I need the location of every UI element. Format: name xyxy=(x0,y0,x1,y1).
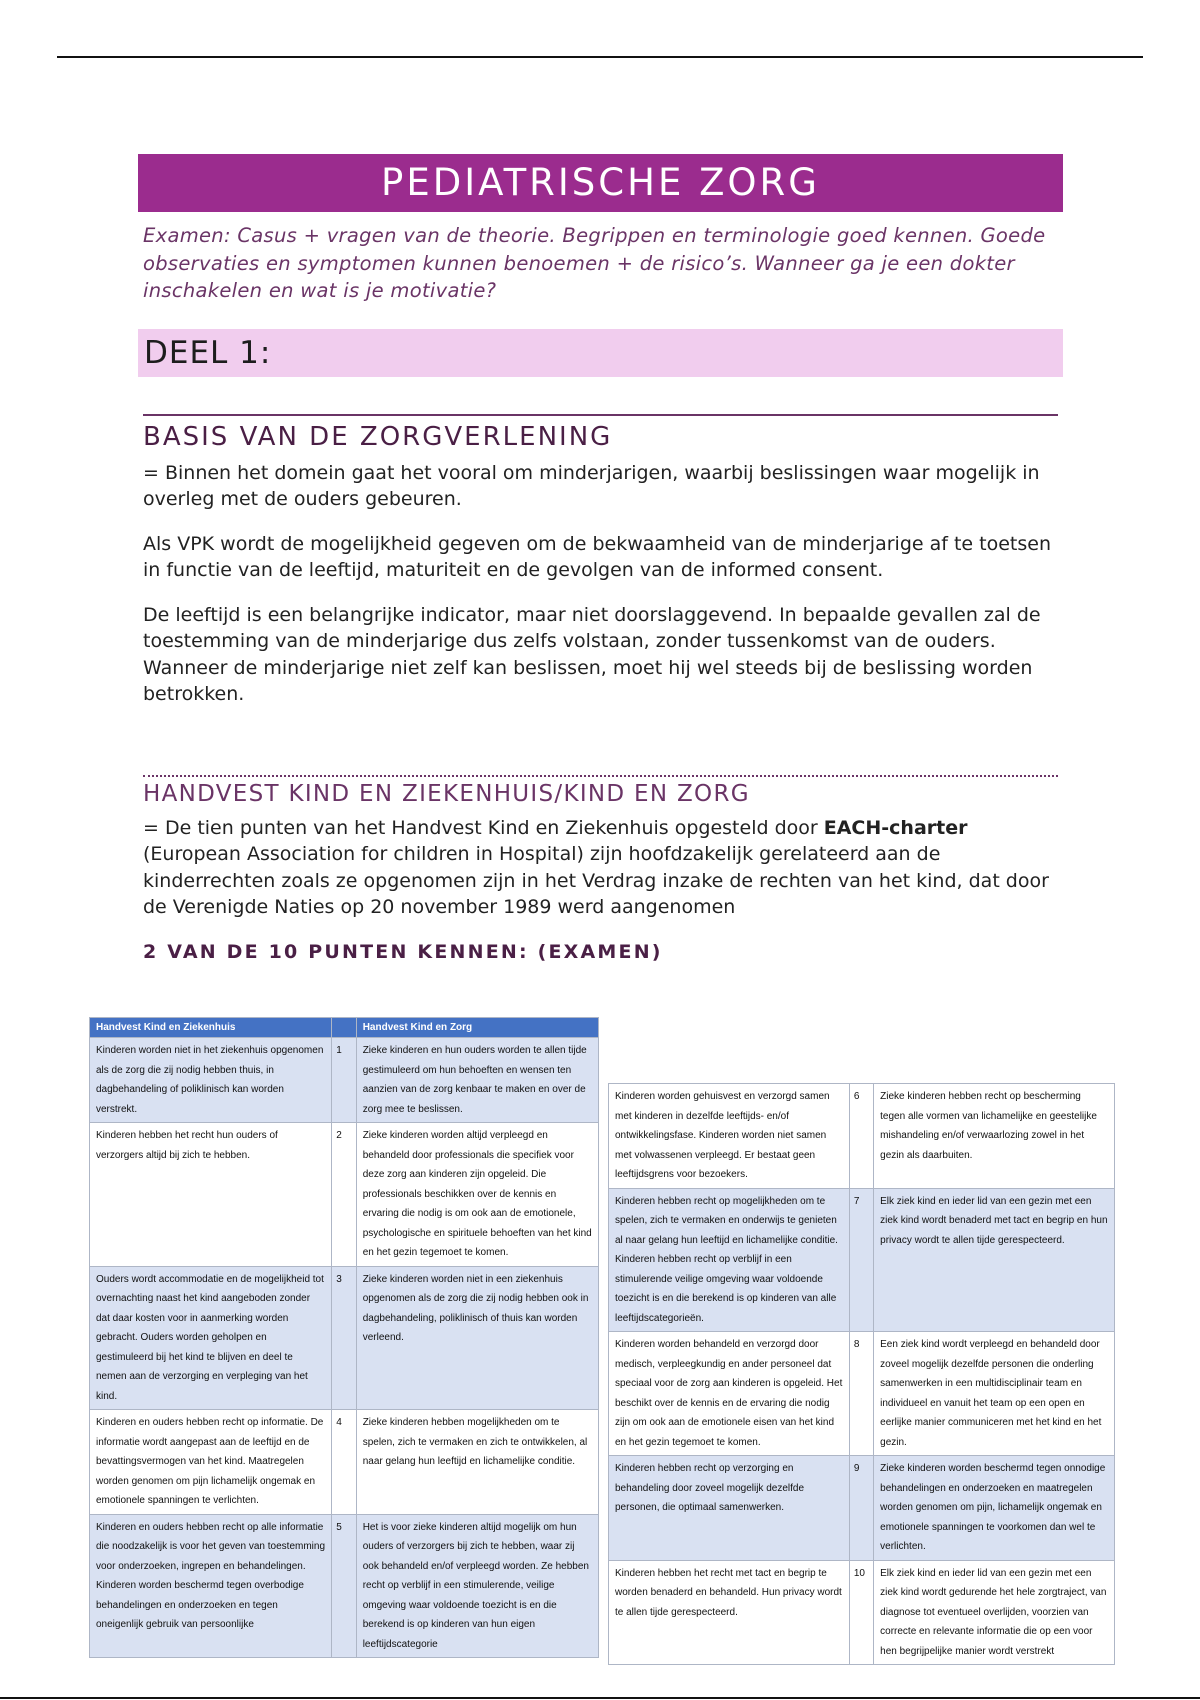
table-row xyxy=(609,1456,1115,1561)
part-heading: DEEL 1: xyxy=(138,329,1063,377)
intro-text: Examen: Casus + vragen van de theorie. Begrippen en terminologie goed kennen. Goede observaties en symptomen kunnen benoemen + de risico’s. Wanneer ga je een dokter inschakelen en wat is je motivatie? xyxy=(143,224,1046,302)
each-charter-term: EACH-charter xyxy=(823,816,968,839)
section-divider xyxy=(143,414,1058,416)
table-cell: Het is voor zieke kinderen altijd mogelijk om hun ouders of verzorgers bij zich te hebben, waar zij ook behandeld en/of verpleegd worden. Ze hebben recht op verblijf in een stimulerende, veilige omgeving waar voldoende toezicht is en die berekend is op kinderen van hun eigen leeftijdscategorie xyxy=(356,1514,598,1658)
table-cell: Elk ziek kind en ieder lid van een gezin met een ziek kind wordt benaderd met tact en begrip en hun privacy wordt te allen tijde gerespecteerd. xyxy=(874,1188,1115,1332)
table-cell: Kinderen worden behandeld en verzorgd door medisch, verpleegkundig en ander personeel dat speciaal voor de zorg aan kinderen is opgeleid. Het beschikt over de kennis en de ervaring die nodig zijn om ook aan de emotionele eisen van het kind en het gezin tegemoet te komen. xyxy=(609,1332,850,1456)
row-number: 2 xyxy=(332,1123,356,1267)
document-content xyxy=(138,154,1063,963)
row-number: 6 xyxy=(849,1084,873,1189)
table-row xyxy=(90,1514,599,1658)
table-cell: Kinderen en ouders hebben recht op alle informatie die noodzakelijk is voor het geven van toestemming voor onderzoeken, ingrepen en behandelingen. Kinderen worden beschermd tegen overbodige behandelingen en onderzoeken en tegen oneigenlijk gebruik van persoonlijke xyxy=(90,1514,332,1658)
table-row xyxy=(609,1332,1115,1456)
table-cell: Zieke kinderen hebben recht op bescherming tegen alle vormen van lichamelijke en geestelijke mishandeling en/of verwaarlozing zowel in het gezin als daarbuiten. xyxy=(874,1084,1115,1189)
section-divider-dotted xyxy=(143,775,1058,777)
table-cell: Kinderen en ouders hebben recht op informatie. De informatie wordt aangepast aan de leeftijd en de bevattingsvermogen van het kind. Maatregelen worden genomen om pijn lichamelijk ongemak en emotionele spanningen te verlichten. xyxy=(90,1410,332,1515)
table-cell: Kinderen hebben het recht met tact en begrip te worden benaderd en behandeld. Hun privacy wordt te allen tijde gerespecteerd. xyxy=(609,1560,850,1665)
table-cell: Kinderen hebben recht op mogelijkheden om te spelen, zich te vermaken en onderwijs te genieten al naar gelang hun leeftijd en lichamelijke conditie. Kinderen hebben recht op verblijf in een stimulerende veilige omgeving waar voldoende toezicht is en die berekend is op kinderen van alle leeftijdscategorieën. xyxy=(609,1188,850,1332)
row-number: 1 xyxy=(332,1038,356,1123)
row-number: 8 xyxy=(849,1332,873,1456)
top-rule xyxy=(57,56,1143,58)
table-cell: Elk ziek kind en ieder lid van een gezin met een ziek kind wordt gedurende het hele zorgtraject, van diagnose tot eventueel overlijden, voorzien van correcte en relevante informatie die op een voor hen begrijpelijke manier wordt verstrekt xyxy=(874,1560,1115,1665)
paragraph: Als VPK wordt de mogelijkheid gegeven om de bekwaamheid van de minderjarige af te toetsen in functie van de leeftijd, maturiteit en de gevolgen van de informed consent. xyxy=(143,532,1052,581)
table-row xyxy=(609,1084,1115,1189)
row-number: 7 xyxy=(849,1188,873,1332)
paragraph: = Binnen het domein gaat het vooral om minderjarigen, waarbij beslissingen waar mogelijk in overleg met de ouders gebeuren. xyxy=(143,461,1040,510)
bottom-rule xyxy=(0,1697,1200,1699)
charter-table-right xyxy=(608,1083,1115,1665)
table-cell: Zieke kinderen hebben mogelijkheden om te spelen, zich te vermaken en zich te ontwikkelen, al naar gelang hun leeftijd en lichamelijke conditie. xyxy=(356,1410,598,1515)
paragraph-handvest xyxy=(143,815,1058,921)
table-header-row xyxy=(90,1018,599,1038)
row-number: 9 xyxy=(849,1456,873,1561)
paragraph: De leeftijd is een belangrijke indicator, maar niet doorslaggevend. In bepaalde gevallen zal de toestemming van de minderjarige dus zelfs volstaan, zonder tussenkomst van de ouders. Wanneer de minderjarige niet zelf kan beslissen, moet hij wel steeds bij de beslissing worden betrokken. xyxy=(143,603,1041,705)
table-cell: Zieke kinderen worden beschermd tegen onnodige behandelingen en onderzoeken en maatregelen worden genomen om pijn, lichamelijk ongemak en emotionele spanningen te voorkomen dan wel te verlichten. xyxy=(874,1456,1115,1561)
table-row xyxy=(609,1560,1115,1665)
table-row xyxy=(90,1266,599,1410)
table-cell: Zieke kinderen worden niet in een ziekenhuis opgenomen als de zorg die zij nodig hebben ook in dagbehandeling, poliklinisch of thuis kan worden verleend. xyxy=(356,1266,598,1410)
paragraph-text: (European Association for children in Hospital) zijn hoofdzakelijk gerelateerd aan de kinderrechten zoals ze opgenomen zijn in het Verdrag inzake de rechten van het kind, dat door de Verenigde Naties op 20 november 1989 werd aangenomen xyxy=(143,843,1049,918)
section-heading-handvest: HANDVEST KIND EN ZIEKENHUIS/KIND EN ZORG xyxy=(143,780,750,807)
table-cell: Kinderen hebben het recht hun ouders of verzorgers altijd bij zich te hebben. xyxy=(90,1123,332,1267)
table-cell: Kinderen worden gehuisvest en verzorgd samen met kinderen in dezelfde leeftijds- en/of ontwikkelingsfase. Kinderen worden niet samen met volwassenen verpleegd. Er bestaat geen leeftijdsgrens voor bezoekers. xyxy=(609,1084,850,1189)
table-cell: Zieke kinderen en hun ouders worden te allen tijde gestimuleerd om hun behoeften en wensen ten aanzien van de zorg kenbaar te maken en over de zorg mee te beslissen. xyxy=(356,1038,598,1123)
table-row xyxy=(90,1123,599,1267)
header-handvest-zorg: Handvest Kind en Zorg xyxy=(356,1018,598,1038)
charter-table-left xyxy=(89,1017,599,1658)
header-handvest-ziekenhuis: Handvest Kind en Ziekenhuis xyxy=(90,1018,332,1038)
row-number: 10 xyxy=(849,1560,873,1665)
exam-subheading: 2 VAN DE 10 PUNTEN KENNEN: (EXAMEN) xyxy=(143,940,663,963)
table-cell: Ouders wordt accommodatie en de mogelijkheid tot overnachting naast het kind aangeboden zonder dat daar kosten voor in aanmerking worden gebracht. Ouders worden geholpen en gestimuleerd bij het kind te blijven en deel te nemen aan de verzorging en verpleging van het kind. xyxy=(90,1266,332,1410)
table-row xyxy=(609,1188,1115,1332)
header-spacer xyxy=(332,1018,356,1038)
table-cell: Zieke kinderen worden altijd verpleegd en behandeld door professionals die specifiek voor deze zorg aan kinderen zijn opgeleid. Die professionals beschikken over de kennis en ervaring die nodig is om ook aan de emotionele, psychologische en spirituele behoeften van het kind en het gezin tegemoet te komen. xyxy=(356,1123,598,1267)
row-number: 5 xyxy=(332,1514,356,1658)
page-title: PEDIATRISCHE ZORG xyxy=(138,154,1063,212)
section-heading-basis: BASIS VAN DE ZORGVERLENING xyxy=(143,421,613,452)
table-row xyxy=(90,1410,599,1515)
table-cell: Kinderen hebben recht op verzorging en behandeling door zoveel mogelijk dezelfde personen, die optimaal samenwerken. xyxy=(609,1456,850,1561)
paragraph-text: = De tien punten van het Handvest Kind en Ziekenhuis opgesteld door xyxy=(143,816,824,839)
table-row xyxy=(90,1038,599,1123)
row-number: 3 xyxy=(332,1266,356,1410)
row-number: 4 xyxy=(332,1410,356,1515)
table-cell: Kinderen worden niet in het ziekenhuis opgenomen als de zorg die zij nodig hebben thuis, in dagbehandeling of poliklinisch kan worden verstrekt. xyxy=(90,1038,332,1123)
table-cell: Een ziek kind wordt verpleegd en behandeld door zoveel mogelijk dezelfde personen die onderling samenwerken in een multidisciplinair team en individueel en vanuit het team op een open en eerlijke manier communiceren met het kind en het gezin. xyxy=(874,1332,1115,1456)
